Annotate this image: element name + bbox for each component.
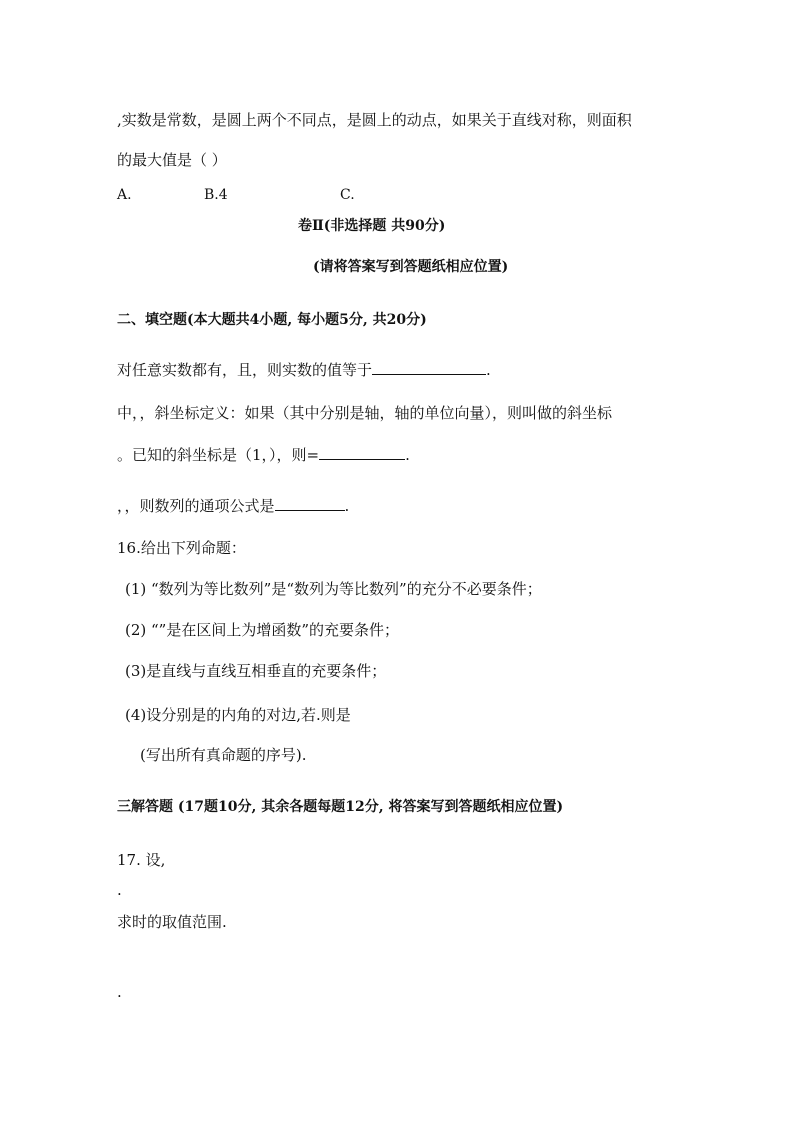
q13-answer-blank <box>372 360 486 375</box>
q16-item-3: (3)是直线与直线互相垂直的充要条件； <box>125 662 387 680</box>
q15-answer-blank <box>275 496 345 511</box>
q13-text <box>117 360 491 380</box>
q16-item-4: (4)设分别是的内角的对边,若.则是 <box>125 706 351 724</box>
q12-line2: 的最大值是（ ） <box>117 151 227 169</box>
q17-line2: 求时的取值范围. <box>117 913 227 931</box>
q17-line1: 17. 设, <box>117 851 166 869</box>
q13-stem: 对任意实数都有，且，则实数的值等于 <box>117 361 373 379</box>
q15-end: . <box>344 497 350 515</box>
q12-option-a: A. <box>117 187 132 203</box>
q17-dot2: . <box>117 983 122 1001</box>
part2-subtitle: (请将答案写到答题纸相应位置) <box>313 259 509 275</box>
q14-line2 <box>117 445 410 465</box>
q16-intro: 16.给出下列命题： <box>117 539 246 557</box>
q12-option-b: B.4 <box>204 187 228 203</box>
q13-end: . <box>486 361 491 379</box>
q16-answer-hint: (写出所有真命题的序号). <box>140 746 307 764</box>
q16-item-2: (2) “”是在区间上为增函数”的充要条件； <box>125 621 400 639</box>
q12-line1: ,实数是常数，是圆上两个不同点，是圆上的动点，如果关于直线对称，则面积 <box>117 111 632 129</box>
q14-end: . <box>405 446 410 464</box>
q15-text <box>117 496 349 516</box>
q14-answer-blank <box>319 445 405 460</box>
q14-stem: 。已知的斜坐标是（1，），则= <box>117 446 320 464</box>
q16-item-1: (1) “数列为等比数列”是“数列为等比数列”的充分不必要条件； <box>125 580 542 598</box>
q15-stem: ，，则数列的通项公式是 <box>117 497 275 515</box>
q14-line1: 中，，斜坐标定义：如果（其中分别是轴，轴的单位向量），则叫做的斜坐标 <box>117 404 613 422</box>
part2-title: 卷Ⅱ(非选择题 共90分) <box>298 218 446 234</box>
q17-dot1: . <box>117 881 122 899</box>
q12-option-c: C. <box>340 187 355 203</box>
section3-heading: 三解答题 (17题10分, 其余各题每题12分, 将答案写到答题纸相应位置) <box>117 799 564 815</box>
section2-heading: 二、填空题(本大题共4小题, 每小题5分, 共20分) <box>117 312 427 328</box>
